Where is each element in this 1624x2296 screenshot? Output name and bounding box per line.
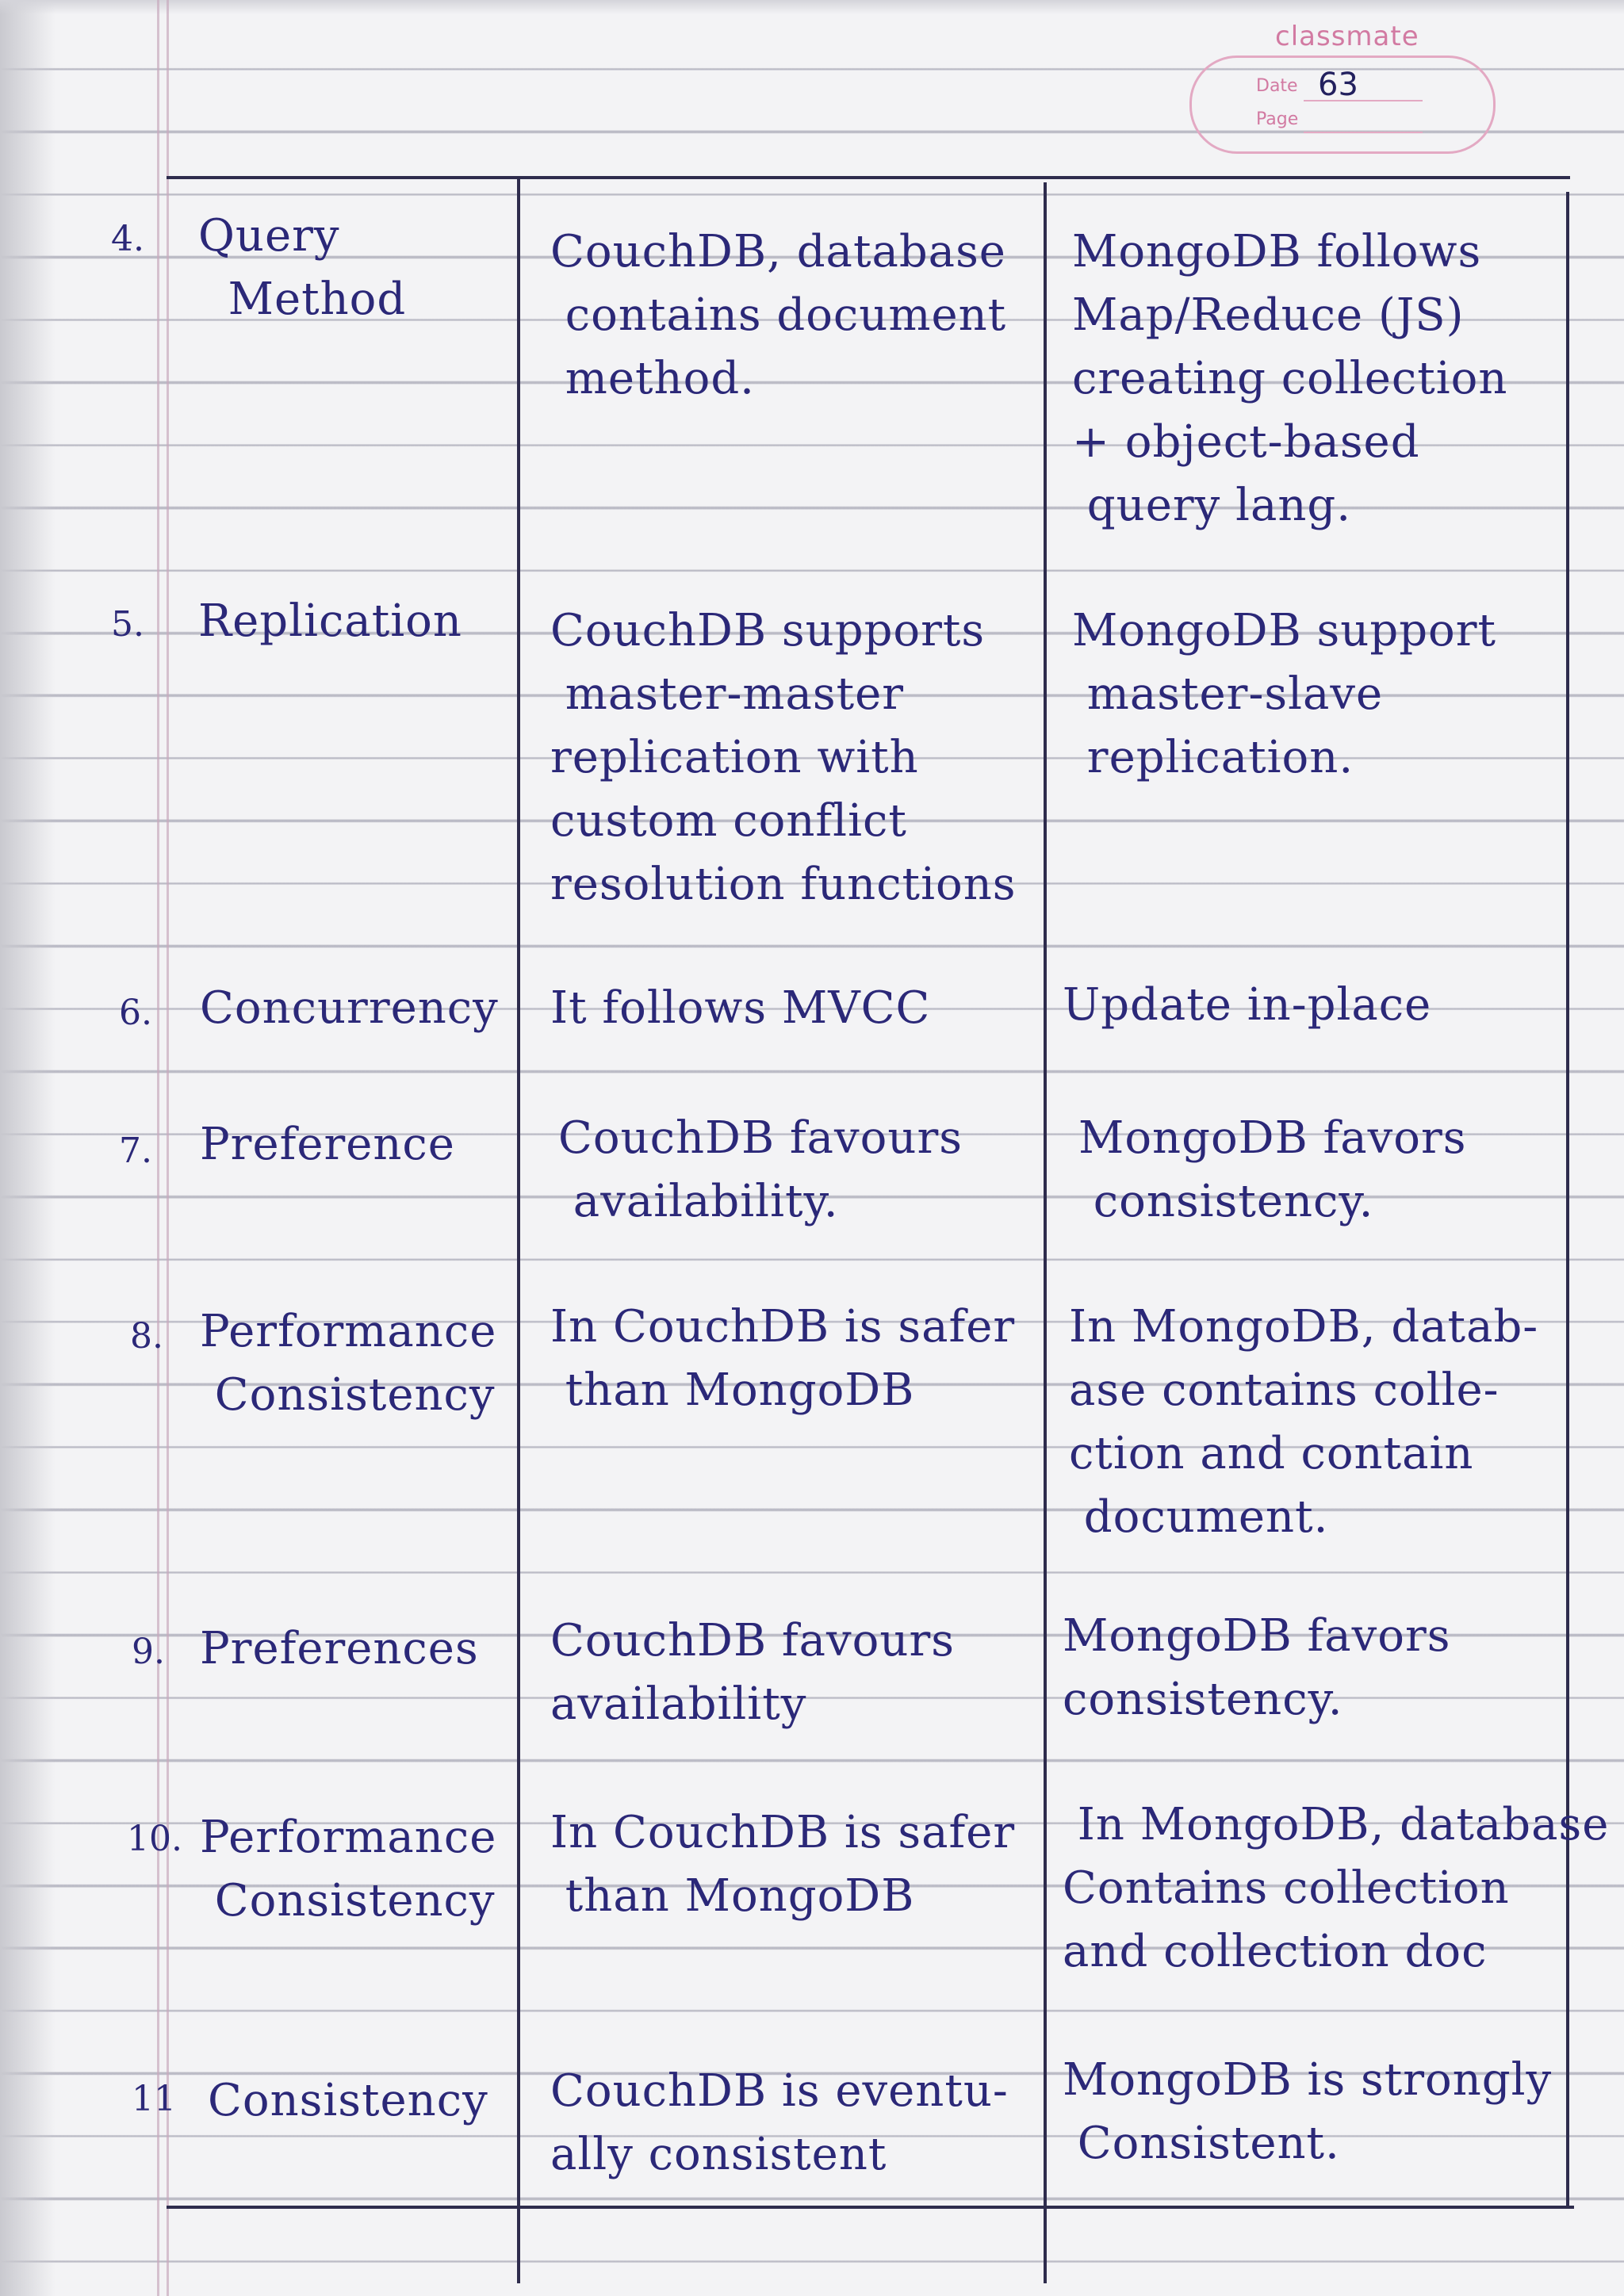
mongodb-cell: MongoDB favors consistency. bbox=[1078, 1112, 1467, 1227]
couchdb-cell: CouchDB, database contains document method. bbox=[550, 226, 1007, 404]
column-divider-2 bbox=[1044, 182, 1047, 2283]
row-number: 9. bbox=[132, 1632, 165, 1672]
couchdb-cell: In CouchDB is safer than MongoDB bbox=[550, 1807, 1016, 1922]
mongodb-cell: MongoDB favors consistency. bbox=[1063, 1610, 1451, 1725]
mongodb-cell: MongoDB follows Map/Reduce (JS) creating collection + object-based query lang. bbox=[1072, 226, 1508, 531]
row-number: 11 bbox=[132, 2079, 176, 2119]
date-label: Date bbox=[1256, 76, 1298, 96]
table-bottom-border bbox=[167, 2206, 1574, 2209]
margin-line-right bbox=[167, 0, 169, 2296]
mongodb-cell: Update in-place bbox=[1063, 979, 1432, 1031]
feature-cell: Concurrency bbox=[200, 982, 499, 1034]
feature-cell: Replication bbox=[198, 595, 462, 647]
mongodb-cell: MongoDB support master-slave replication. bbox=[1072, 605, 1497, 783]
feature-cell: Performance Consistency bbox=[200, 1812, 497, 1927]
feature-cell: Performance Consistency bbox=[200, 1306, 497, 1421]
mongodb-cell: In MongoDB, database Contains collection and collection doc bbox=[1063, 1799, 1610, 1977]
couchdb-cell: CouchDB supports master-master replication with custom conflict resolution functions bbox=[550, 605, 1017, 910]
couchdb-cell: CouchDB favours availability bbox=[550, 1615, 955, 1730]
feature-cell: Preference bbox=[200, 1119, 455, 1170]
couchdb-cell: In CouchDB is safer than MongoDB bbox=[550, 1301, 1016, 1416]
row-number: 8. bbox=[130, 1316, 163, 1357]
row-number: 4. bbox=[111, 219, 144, 259]
couchdb-cell: CouchDB favours availability. bbox=[558, 1112, 963, 1227]
table-top-border bbox=[167, 176, 1570, 179]
feature-cell: Preferences bbox=[200, 1623, 479, 1674]
page-line bbox=[1304, 132, 1423, 133]
row-number: 10. bbox=[127, 1819, 182, 1859]
feature-cell: Consistency bbox=[208, 2075, 488, 2126]
column-divider-1 bbox=[517, 176, 520, 2283]
page-label: Page bbox=[1256, 109, 1299, 129]
couchdb-cell: It follows MVCC bbox=[550, 982, 931, 1034]
row-number: 5. bbox=[111, 604, 144, 645]
date-value: 63 bbox=[1318, 67, 1358, 103]
row-number: 6. bbox=[119, 993, 152, 1033]
page-top-shadow bbox=[0, 0, 1624, 14]
margin-line-left bbox=[157, 0, 159, 2296]
mongodb-cell: MongoDB is strongly Consistent. bbox=[1063, 2054, 1553, 2169]
brand-logo: classmate bbox=[1275, 21, 1419, 52]
feature-cell: Query Method bbox=[198, 210, 407, 325]
couchdb-cell: CouchDB is eventu- ally consistent bbox=[550, 2065, 1009, 2180]
mongodb-cell: In MongoDB, datab- ase contains colle- ction and contain document. bbox=[1069, 1301, 1539, 1543]
page-edge-shadow bbox=[0, 0, 56, 2296]
row-number: 7. bbox=[119, 1131, 152, 1171]
